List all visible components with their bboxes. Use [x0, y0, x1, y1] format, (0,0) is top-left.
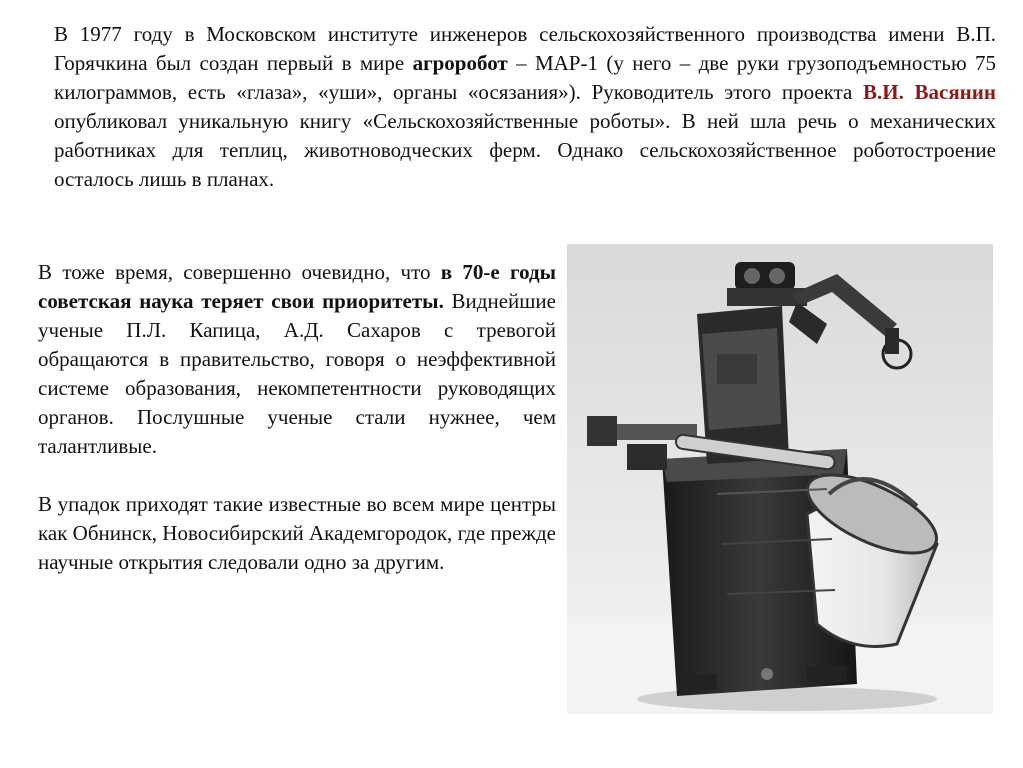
- intro-text-part3: опубликовал уникальную книгу «Сельскохозяйственные роботы». В ней шла речь о механических работниках для теплиц, животноводческих ферм. Однако сельскохозяйственное роботостроение осталось лишь в планах.: [54, 109, 996, 191]
- paragraph-science-centers: В упадок приходят такие известные во всем мире центры как Обнинск, Новосибирский Академгородок, где прежде научные открытия следовали одно за другим.: [38, 492, 556, 574]
- project-leader-name: В.И. Васянин: [863, 80, 996, 104]
- intro-paragraph: [54, 20, 996, 194]
- paragraph-science-decline-part1: В тоже время, совершенно очевидно, что: [38, 260, 441, 284]
- left-text-column: [38, 258, 556, 577]
- intro-text-part2: – МАР-1 (у него – две руки грузоподъемностью 75 килограммов, есть «глаза», «уши», органы «осязания»). Руководитель этого проекта: [54, 51, 996, 104]
- paragraph-science-decline: [38, 258, 556, 461]
- robot-illustration: [567, 244, 993, 714]
- agrorobot-term: агроробот: [412, 51, 508, 75]
- robot-photo: [567, 244, 993, 714]
- intro-text-part1: В 1977 году в Московском институте инженеров сельскохозяйственного производства имени В.П. Горячкина был создан первый в мире: [54, 22, 996, 75]
- paragraph-science-decline-part2: Виднейшие ученые П.Л. Капица, А.Д. Сахаров с тревогой обращаются в правительство, говоря о неэффективной системе образования, некомпетентности руководящих органов. Послушные ученые стали нужнее, чем талантливые.: [38, 289, 556, 458]
- paragraph-science-decline-bold: в 70-е годы советская наука теряет свои приоритеты.: [38, 260, 556, 313]
